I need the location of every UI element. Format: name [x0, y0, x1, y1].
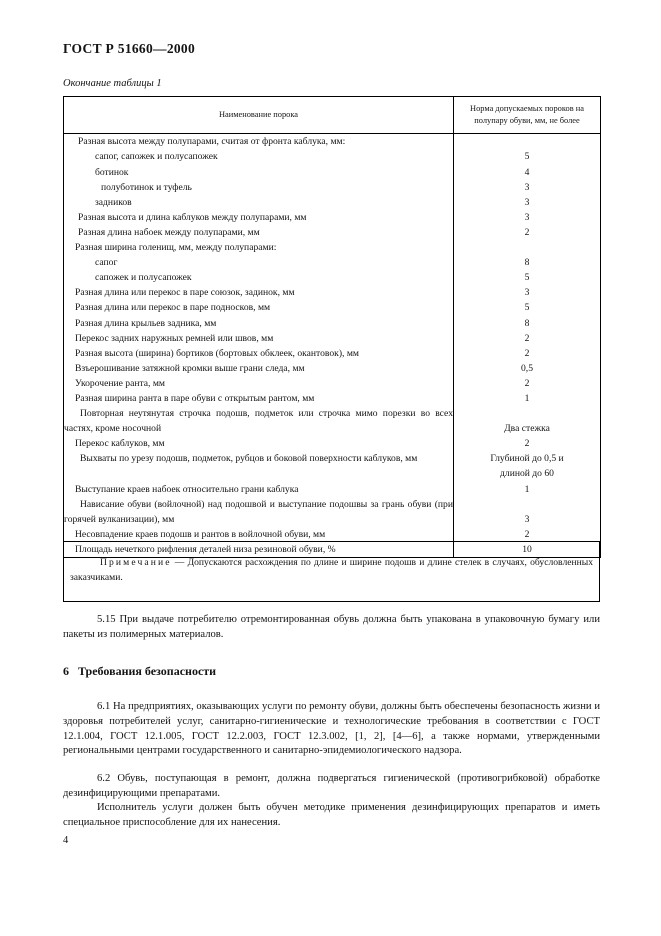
table-row-text: Повторная неутянутая строчка подошв, подметок или строчка мимо порезки во всех частях, кроме носочной	[64, 408, 453, 435]
table-row: Разная высота между полупарами, считая от фронта каблука, мм:	[78, 136, 346, 148]
norm-value: 10	[522, 543, 532, 555]
table-row: Разная ширина голенищ, мм, между полупарами:	[75, 242, 277, 254]
norm-value: 8	[524, 257, 530, 269]
section-heading-6	[63, 664, 216, 679]
table-row: Площадь нечеткого рифления деталей низа резиновой обуви, %	[75, 543, 336, 555]
norm-value: 5	[524, 151, 530, 163]
norm-value: 1	[524, 392, 530, 404]
table-note	[70, 556, 593, 585]
table-row: Разная длина или перекос в паре союзок, задинок, мм	[75, 287, 295, 299]
table-row: Разная высота и длина каблуков между полупарами, мм	[78, 211, 307, 223]
table-row-text: Нависание обуви (войлочной) над подошвой и выступание подошвы за грань обуви (при горячей вулканизации), мм	[64, 498, 453, 525]
table-row: Разная высота (ширина) бортиков (бортовых обклеек, окантовок), мм	[75, 347, 359, 359]
table-row: Разная длина или перекос в паре подносков, мм	[75, 302, 271, 314]
table-row	[64, 406, 453, 436]
norm-value: 1	[524, 483, 530, 495]
note-dash: —	[171, 557, 188, 568]
column-header-norm: Норма допускаемых пороков на полупару обуви, мм, не более	[454, 97, 601, 134]
table-note-box	[63, 541, 600, 602]
note-label: Примечание	[100, 557, 172, 568]
table-row: Укорочение ранта, мм	[75, 377, 165, 389]
norm-value	[454, 134, 600, 149]
defects-norms-table	[63, 96, 601, 558]
norm-value: 5	[524, 302, 530, 314]
table-row: сапожек и полусапожек	[95, 272, 192, 284]
table-row: Перекос задних наружных ремней или швов, мм	[75, 332, 274, 344]
norm-value: 0,5	[521, 362, 533, 374]
norm-value-cell	[454, 134, 601, 558]
norm-value: 2	[524, 438, 530, 450]
standard-number-title: ГОСТ Р 51660—2000	[63, 41, 196, 56]
table-row: Разная длина набоек между полупарами, мм	[78, 226, 260, 238]
paragraph-6-1: 6.1 На предприятиях, оказывающих услуги по ремонту обуви, должны быть обеспечены безопасность жизни и здоровья потребителей услуг, санитарно-гигиенические и технологические требования в соответствии с ГОСТ 12.1.004, ГОСТ 12.1.005, ГОСТ 12.2.003, ГОСТ 12.3.002, [1, 2], [4—6], а также нормами, утвержденными региональными центрами государственного и санитарно-эпидемиологического надзора.	[63, 701, 600, 757]
norm-value	[454, 497, 600, 512]
norm-value: 2	[524, 332, 530, 344]
norm-value-lines	[454, 134, 600, 557]
norm-value: 2	[524, 377, 530, 389]
norm-value: 3	[524, 513, 530, 525]
defect-name-cell	[64, 134, 454, 558]
norm-value	[454, 240, 600, 255]
section-number: 6	[63, 664, 69, 678]
paragraph-5-15: 5.15 При выдаче потребителю отремонтированная обувь должна быть упакована в упаковочную бумагу или пакеты из полимерных материалов.	[63, 614, 600, 640]
table-row: Взъерошивание затяжной кромки выше грани следа, мм	[75, 362, 305, 374]
table-row	[64, 497, 453, 527]
paragraph-executor: Исполнитель услуги должен быть обучен методике применения дезинфицирующих препаратов и иметь специальное приспособление для их нанесения.	[63, 802, 600, 828]
table-row: сапог	[95, 257, 118, 269]
table-row-text: Выхваты по урезу подошв, подметок, рубцов и боковой поверхности каблуков, мм	[80, 453, 418, 465]
column-header-defect-name: Наименование порока	[64, 97, 454, 134]
table-row: ботинок	[95, 166, 129, 178]
table-row: Перекос каблуков, мм	[75, 438, 165, 450]
norm-value: 3	[524, 196, 530, 208]
table-body-row	[64, 134, 601, 558]
norm-value: 2	[524, 226, 530, 238]
norm-value: 3	[524, 181, 530, 193]
table-row: Выступание краев набоек относительно грани каблука	[75, 483, 299, 495]
norm-value: 2	[524, 528, 530, 540]
table-row: Разная длина крыльев задника, мм	[75, 317, 217, 329]
note-body: Допускаются расхождения по длине и ширине подошв и длине стелек в случаях, обусловленных заказчиками.	[70, 557, 593, 583]
paragraph-6-2: 6.2 Обувь, поступающая в ремонт, должна подвергаться гигиенической (противогрибковой) обработке дезинфицирующими препаратами.	[63, 773, 600, 799]
norm-value: 2	[524, 347, 530, 359]
table-continuation-label: Окончание таблицы 1	[63, 78, 162, 89]
norm-value: 3	[524, 287, 530, 299]
norm-value: Глубиной до 0,5 и	[490, 453, 564, 465]
table-row: Несовпадение краев подошв и рантов в войлочной обуви, мм	[75, 528, 326, 540]
table-row	[64, 451, 453, 481]
norm-value: 3	[524, 211, 530, 223]
norm-value	[454, 406, 600, 421]
table-row: полуботинок и туфель	[101, 181, 192, 193]
defect-name-lines	[64, 134, 453, 557]
norm-value: 5	[524, 272, 530, 284]
norm-value: 8	[524, 317, 530, 329]
section-title: Требования безопасности	[78, 664, 217, 678]
table-row: Разная ширина ранта в паре обуви с открытым рантом, мм	[75, 392, 315, 404]
table-row: задников	[95, 196, 132, 208]
page-number: 4	[63, 835, 69, 846]
norm-value: 4	[524, 166, 530, 178]
table-header-row	[64, 97, 601, 134]
norm-value: Два стежка	[504, 423, 550, 435]
norm-value: длиной до 60	[500, 468, 554, 480]
table-row: сапог, сапожек и полусапожек	[95, 151, 218, 163]
